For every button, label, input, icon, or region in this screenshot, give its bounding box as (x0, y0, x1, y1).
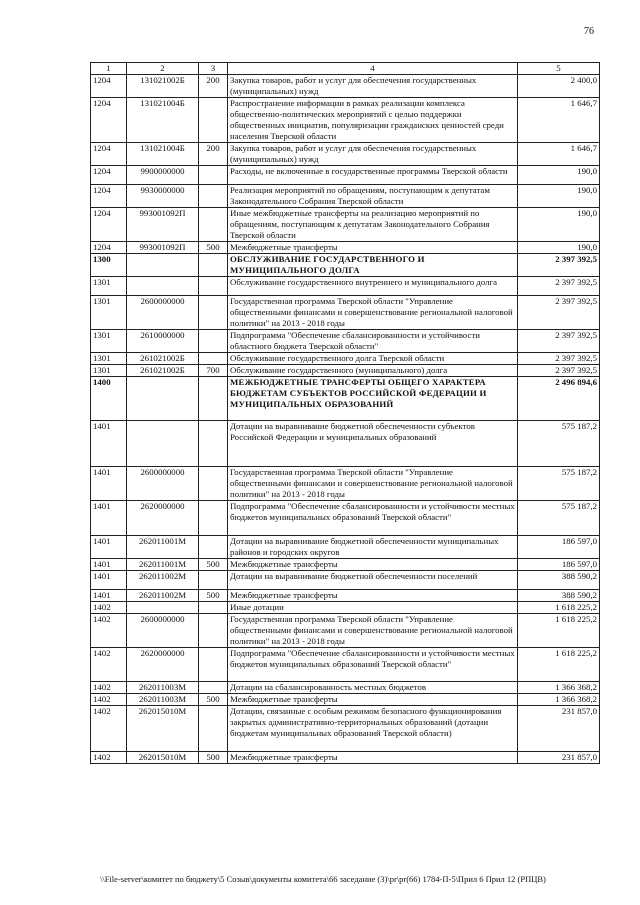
expense-type-code-cell (199, 706, 228, 752)
expense-type-code-cell (199, 254, 228, 277)
table-row (91, 752, 600, 764)
section-code-cell: 1301 (91, 353, 127, 365)
table-row (91, 330, 600, 353)
header-col-2: 2 (127, 63, 199, 75)
amount-cell: 2 397 392,5 (518, 254, 600, 277)
section-code-cell: 1204 (91, 208, 127, 242)
amount-cell: 190,0 (518, 185, 600, 208)
table-row (91, 559, 600, 571)
target-article-code-cell (127, 377, 199, 421)
target-article-code-cell: 2620000000 (127, 648, 199, 682)
amount-cell: 1 618 225,2 (518, 602, 600, 614)
expense-type-code-cell (199, 208, 228, 242)
amount-cell: 1 366 368,2 (518, 694, 600, 706)
table-header-row (91, 63, 600, 75)
section-code-cell: 1204 (91, 75, 127, 98)
table-row (91, 614, 600, 648)
table-row (91, 706, 600, 752)
expense-type-code-cell: 500 (199, 752, 228, 764)
target-article-code-cell: 262011001М (127, 559, 199, 571)
table-row (91, 590, 600, 602)
section-code-cell: 1402 (91, 752, 127, 764)
expense-type-code-cell: 500 (199, 590, 228, 602)
target-article-code-cell (127, 421, 199, 467)
target-article-code-cell: 2610000000 (127, 330, 199, 353)
amount-cell: 2 397 392,5 (518, 277, 600, 296)
expense-type-code-cell (199, 185, 228, 208)
expense-type-code-cell (199, 98, 228, 143)
section-code-cell: 1204 (91, 98, 127, 143)
target-article-code-cell: 262015010М (127, 752, 199, 764)
item-name-cell: Иные дотации (228, 602, 518, 614)
amount-cell: 2 397 392,5 (518, 296, 600, 330)
item-name-cell: Закупка товаров, работ и услуг для обеспечения государственных (муниципальных) нужд (228, 143, 518, 166)
item-name-cell: Обслуживание государственного внутреннего и муниципального долга (228, 277, 518, 296)
expense-type-code-cell (199, 501, 228, 536)
item-name-cell: Распространение информации в рамках реализации комплекса общественно-политических мероприятий с целью поддержки общественных инициатив, популяризации гражданских ценностей среди населения Тверской области (228, 98, 518, 143)
item-name-cell: Межбюджетные трансферты (228, 590, 518, 602)
item-name-cell: Закупка товаров, работ и услуг для обеспечения государственных (муниципальных) нужд (228, 75, 518, 98)
target-article-code-cell: 9900000000 (127, 166, 199, 185)
section-code-cell: 1204 (91, 185, 127, 208)
table-row (91, 277, 600, 296)
item-name-cell: Подпрограмма "Обеспечение сбалансированности и устойчивости местных бюджетов муниципальных образований Тверской области" (228, 501, 518, 536)
expense-type-code-cell: 700 (199, 365, 228, 377)
amount-cell: 388 590,2 (518, 571, 600, 590)
section-code-cell: 1401 (91, 536, 127, 559)
amount-cell: 2 400,0 (518, 75, 600, 98)
item-name-cell: Реализация мероприятий по обращениям, поступающим к депутатам Законодательного Собрания Тверской области (228, 185, 518, 208)
target-article-code-cell: 993001092П (127, 208, 199, 242)
table-row (91, 694, 600, 706)
section-code-cell: 1402 (91, 602, 127, 614)
expense-type-code-cell: 200 (199, 75, 228, 98)
section-code-cell: 1401 (91, 421, 127, 467)
table-row (91, 296, 600, 330)
amount-cell: 190,0 (518, 208, 600, 242)
table-row (91, 242, 600, 254)
target-article-code-cell: 261021002Б (127, 365, 199, 377)
table-row (91, 185, 600, 208)
expense-type-code-cell (199, 277, 228, 296)
table-row (91, 98, 600, 143)
item-name-cell: МЕЖБЮДЖЕТНЫЕ ТРАНСФЕРТЫ ОБЩЕГО ХАРАКТЕРА БЮДЖЕТАМ СУБЪЕКТОВ РОССИЙСКОЙ ФЕДЕРАЦИИ И МУНИЦИПАЛЬНЫХ ОБРАЗОВАНИЙ (228, 377, 518, 421)
target-article-code-cell: 262011003М (127, 694, 199, 706)
target-article-code-cell: 9930000000 (127, 185, 199, 208)
section-code-cell: 1402 (91, 614, 127, 648)
amount-cell: 190,0 (518, 242, 600, 254)
table-row (91, 166, 600, 185)
budget-table (90, 62, 600, 764)
amount-cell: 1 646,7 (518, 143, 600, 166)
expense-type-code-cell (199, 648, 228, 682)
expense-type-code-cell (199, 421, 228, 467)
table-row (91, 682, 600, 694)
item-name-cell: Дотации, связанные с особым режимом безопасного функционирования закрытых административно-территориальных образований (дотации бюджетам муниципальных образований Тверской области) (228, 706, 518, 752)
table-row (91, 501, 600, 536)
section-code-cell: 1301 (91, 296, 127, 330)
target-article-code-cell: 131021004Б (127, 98, 199, 143)
target-article-code-cell: 2600000000 (127, 296, 199, 330)
amount-cell: 231 857,0 (518, 706, 600, 752)
expense-type-code-cell: 500 (199, 559, 228, 571)
expense-type-code-cell (199, 353, 228, 365)
target-article-code-cell: 2600000000 (127, 467, 199, 501)
table-row (91, 143, 600, 166)
item-name-cell: Обслуживание государственного (муниципального) долга (228, 365, 518, 377)
expense-type-code-cell (199, 377, 228, 421)
amount-cell: 575 187,2 (518, 501, 600, 536)
amount-cell: 2 496 894,6 (518, 377, 600, 421)
section-code-cell: 1402 (91, 706, 127, 752)
item-name-cell: Государственная программа Тверской области "Управление общественными финансами и совершенствование региональной налоговой политики" на 2013 - 2018 годы (228, 467, 518, 501)
section-code-cell: 1401 (91, 571, 127, 590)
item-name-cell: Межбюджетные трансферты (228, 559, 518, 571)
amount-cell: 231 857,0 (518, 752, 600, 764)
section-code-cell: 1401 (91, 467, 127, 501)
target-article-code-cell: 2620000000 (127, 501, 199, 536)
expense-type-code-cell (199, 602, 228, 614)
table-row (91, 648, 600, 682)
item-name-cell: Дотации на выравнивание бюджетной обеспеченности поселений (228, 571, 518, 590)
expense-type-code-cell (199, 536, 228, 559)
item-name-cell: Дотации на выравнивание бюджетной обеспеченности субъектов Российской Федерации и муниципальных образований (228, 421, 518, 467)
item-name-cell: Дотации на выравнивание бюджетной обеспеченности муниципальных районов и городских округов (228, 536, 518, 559)
section-code-cell: 1401 (91, 590, 127, 602)
item-name-cell: Обслуживание государственного долга Тверской области (228, 353, 518, 365)
expense-type-code-cell (199, 296, 228, 330)
amount-cell: 1 618 225,2 (518, 648, 600, 682)
table-row (91, 602, 600, 614)
item-name-cell: ОБСЛУЖИВАНИЕ ГОСУДАРСТВЕННОГО И МУНИЦИПАЛЬНОГО ДОЛГА (228, 254, 518, 277)
amount-cell: 575 187,2 (518, 421, 600, 467)
amount-cell: 1 646,7 (518, 98, 600, 143)
section-code-cell: 1301 (91, 277, 127, 296)
target-article-code-cell: 262015010М (127, 706, 199, 752)
item-name-cell: Подпрограмма "Обеспечение сбалансированности и устойчивости областного бюджета Тверской области" (228, 330, 518, 353)
target-article-code-cell: 262011002М (127, 571, 199, 590)
page-number: 76 (584, 26, 594, 37)
expense-type-code-cell: 500 (199, 242, 228, 254)
table-row (91, 208, 600, 242)
target-article-code-cell: 993001092П (127, 242, 199, 254)
target-article-code-cell: 262011001М (127, 536, 199, 559)
section-code-cell: 1402 (91, 694, 127, 706)
table-row (91, 365, 600, 377)
table-row (91, 75, 600, 98)
expense-type-code-cell: 200 (199, 143, 228, 166)
table-row (91, 571, 600, 590)
expense-type-code-cell (199, 330, 228, 353)
amount-cell: 2 397 392,5 (518, 365, 600, 377)
item-name-cell: Дотации на сбалансированность местных бюджетов (228, 682, 518, 694)
section-code-cell: 1401 (91, 559, 127, 571)
table-row (91, 467, 600, 501)
section-code-cell: 1402 (91, 648, 127, 682)
target-article-code-cell (127, 277, 199, 296)
section-code-cell: 1204 (91, 242, 127, 254)
section-code-cell: 1301 (91, 365, 127, 377)
target-article-code-cell: 131021002Б (127, 75, 199, 98)
amount-cell: 1 366 368,2 (518, 682, 600, 694)
amount-cell: 2 397 392,5 (518, 330, 600, 353)
header-col-5: 5 (518, 63, 600, 75)
amount-cell: 186 597,0 (518, 559, 600, 571)
target-article-code-cell: 261021002Б (127, 353, 199, 365)
amount-cell: 190,0 (518, 166, 600, 185)
expense-type-code-cell (199, 166, 228, 185)
amount-cell: 186 597,0 (518, 536, 600, 559)
section-code-cell: 1204 (91, 143, 127, 166)
header-col-3: 3 (199, 63, 228, 75)
table-row (91, 254, 600, 277)
section-code-cell: 1301 (91, 330, 127, 353)
item-name-cell: Расходы, не включенные в государственные программы Тверской области (228, 166, 518, 185)
item-name-cell: Государственная программа Тверской области "Управление общественными финансами и совершенствование региональной налоговой политики" на 2013 - 2018 годы (228, 296, 518, 330)
target-article-code-cell: 262011003М (127, 682, 199, 694)
table-row (91, 421, 600, 467)
item-name-cell: Межбюджетные трансферты (228, 694, 518, 706)
item-name-cell: Межбюджетные трансферты (228, 752, 518, 764)
expense-type-code-cell: 500 (199, 694, 228, 706)
section-code-cell: 1400 (91, 377, 127, 421)
item-name-cell: Подпрограмма "Обеспечение сбалансированности и устойчивости местных бюджетов муниципальных образований Тверской области" (228, 648, 518, 682)
target-article-code-cell: 2600000000 (127, 614, 199, 648)
section-code-cell: 1300 (91, 254, 127, 277)
section-code-cell: 1401 (91, 501, 127, 536)
target-article-code-cell: 262011002М (127, 590, 199, 602)
header-col-4: 4 (228, 63, 518, 75)
amount-cell: 575 187,2 (518, 467, 600, 501)
footer-file-path: \\File-server\комитет по бюджету\5 Созыв\документы комитета\66 заседание (3)\pr\pr(66) 1784-П-5\Прил 6 Прил 12 (РПЦВ) (100, 874, 546, 884)
table-row (91, 536, 600, 559)
table-row (91, 377, 600, 421)
amount-cell: 388 590,2 (518, 590, 600, 602)
item-name-cell: Государственная программа Тверской области "Управление общественными финансами и совершенствование региональной налоговой политики" на 2013 - 2018 годы (228, 614, 518, 648)
target-article-code-cell (127, 254, 199, 277)
expense-type-code-cell (199, 571, 228, 590)
section-code-cell: 1204 (91, 166, 127, 185)
item-name-cell: Межбюджетные трансферты (228, 242, 518, 254)
expense-type-code-cell (199, 614, 228, 648)
expense-type-code-cell (199, 467, 228, 501)
header-col-1: 1 (91, 63, 127, 75)
target-article-code-cell (127, 602, 199, 614)
table-body (91, 75, 600, 764)
amount-cell: 1 618 225,2 (518, 614, 600, 648)
amount-cell: 2 397 392,5 (518, 353, 600, 365)
section-code-cell: 1402 (91, 682, 127, 694)
expense-type-code-cell (199, 682, 228, 694)
target-article-code-cell: 131021004Б (127, 143, 199, 166)
item-name-cell: Иные межбюджетные трансферты на реализацию мероприятий по обращениям, поступающим к депутатам Законодательного Собрания Тверской области (228, 208, 518, 242)
table-row (91, 353, 600, 365)
